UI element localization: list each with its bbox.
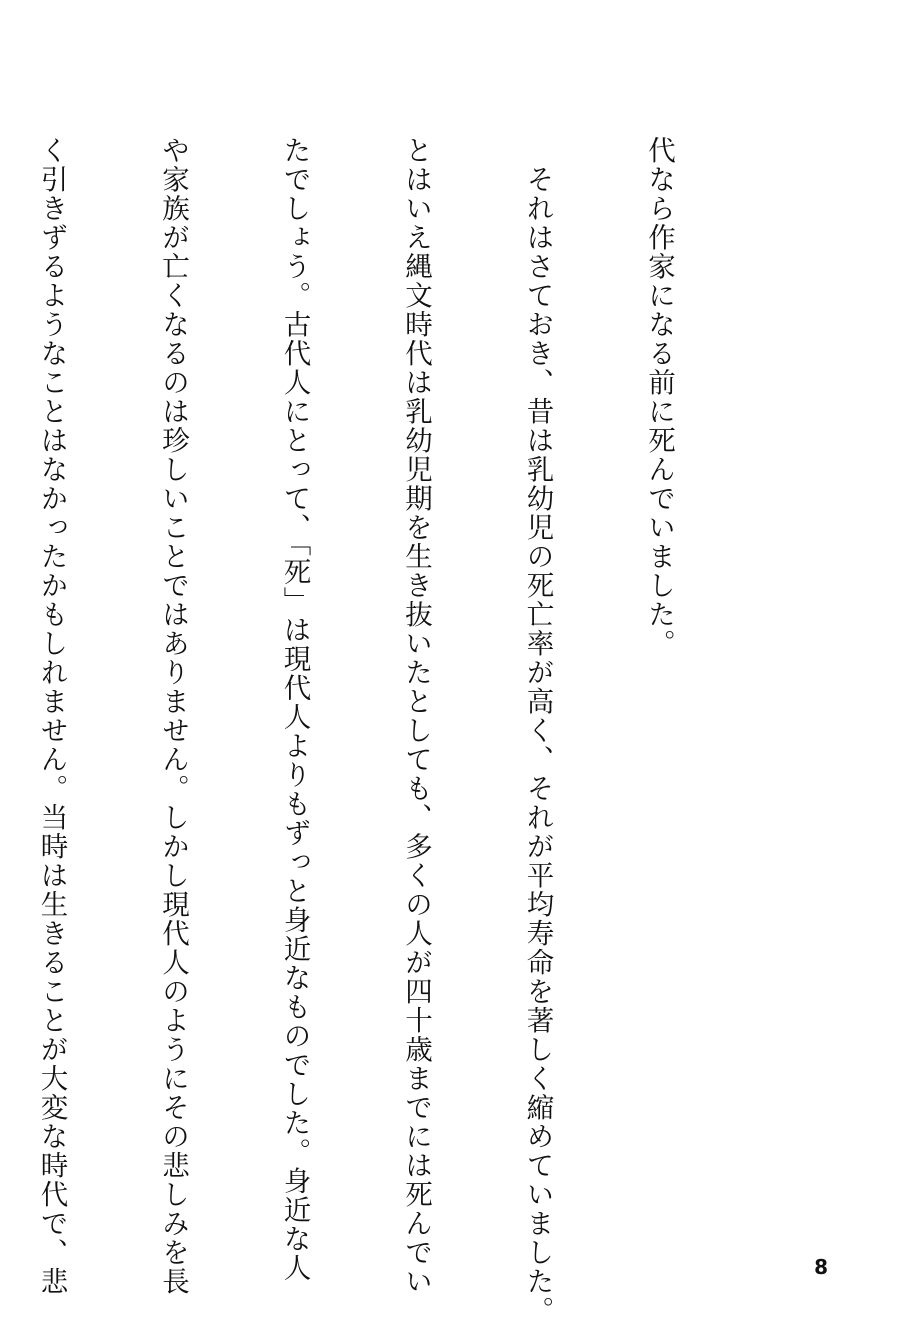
text-line: たでしょう。古代人にとって、「死」は現代人よりもずっと身近なものでした。身近な人 [278, 136, 311, 1283]
text-line: 代なら作家になる前に死んでいました。 [643, 136, 675, 658]
vertical-text-body [35, 136, 760, 1325]
text-line: それはさておき、昔は乳幼児の死亡率が高く、それが平均寿命を著しく縮めていました。 [521, 136, 554, 1325]
page-number: 8 [814, 1255, 828, 1279]
text-line: く引きずるようなことはなかったかもしれません。当時は生きることが大変な時代で、悲 [35, 136, 68, 1296]
text-line: や家族が亡くなるのは珍しいことではありません。しかし現代人のようにその悲しみを長 [157, 136, 189, 1296]
text-line: とはいえ縄文時代は乳幼児期を生き抜いたとしても、多くの人が四十歳までには死んでい [400, 136, 432, 1296]
